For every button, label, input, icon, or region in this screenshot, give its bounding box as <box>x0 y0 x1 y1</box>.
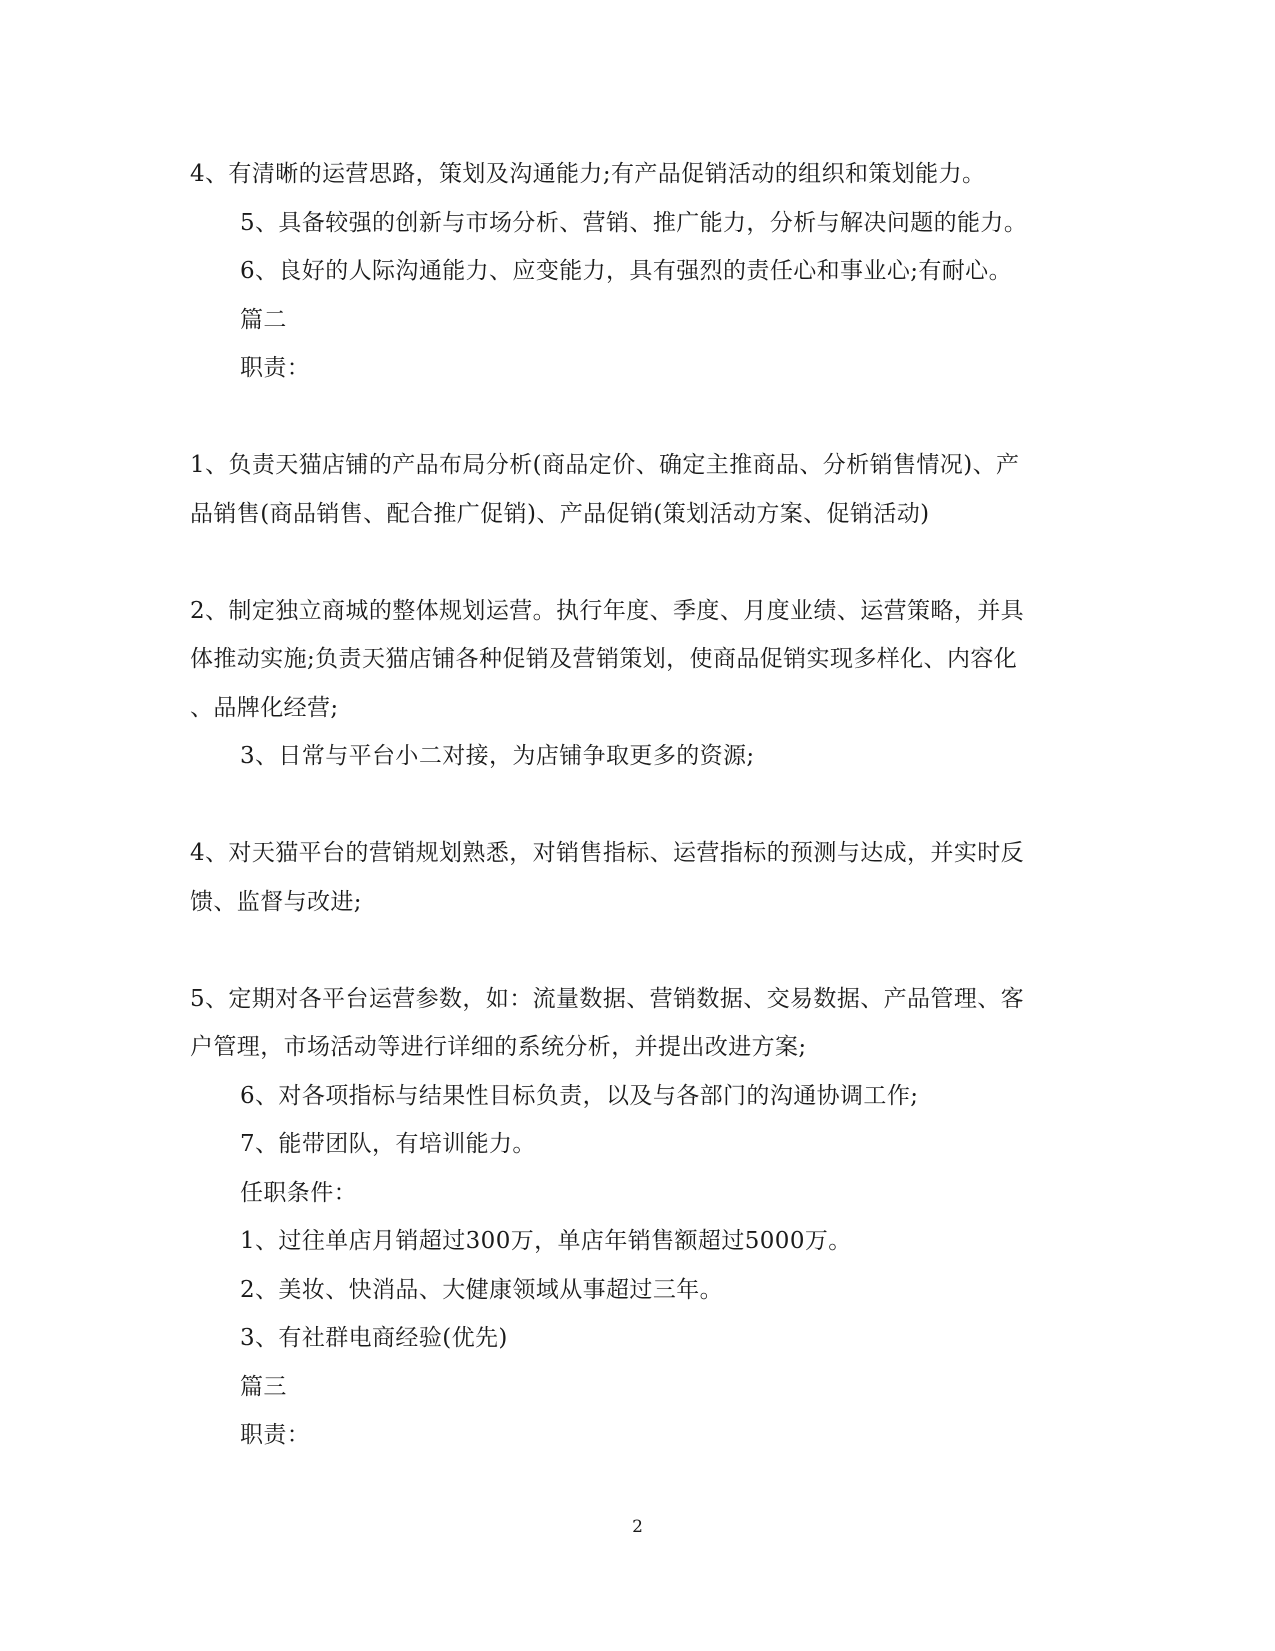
document-body <box>190 150 1070 1460</box>
paragraph-line: 3、日常与平台小二对接，为店铺争取更多的资源; <box>240 743 755 769</box>
paragraph-line: 2、美妆、快消品、大健康领域从事超过三年。 <box>240 1276 724 1303</box>
section-heading: 篇二 <box>240 306 287 333</box>
subsection-heading: 职责： <box>240 1422 311 1448</box>
paragraph-line: 1、过往单店月销超过300万，单店年销售额超过5000万。 <box>240 1228 852 1254</box>
blank-line <box>190 781 1070 830</box>
section-heading: 篇三 <box>240 1373 287 1400</box>
blank-line <box>190 393 1070 442</box>
paragraph-line: 户管理，市场活动等进行详细的系统分析，并提出改进方案; <box>190 1034 807 1060</box>
paragraph-line: 体推动实施;负责天猫店铺各种促销及营销策划，使商品促销实现多样化、内容化 <box>190 646 1018 672</box>
paragraph-line: 6、良好的人际沟通能力、应变能力，具有强烈的责任心和事业心;有耐心。 <box>240 258 1012 284</box>
paragraph-line: 1、负责天猫店铺的产品布局分析(商品定价、确定主推商品、分析销售情况)、产 <box>190 452 1020 478</box>
blank-line <box>190 926 1070 975</box>
paragraph-line: 4、有清晰的运营思路，策划及沟通能力;有产品促销活动的组织和策划能力。 <box>190 161 986 187</box>
blank-line <box>190 538 1070 587</box>
paragraph-line: 5、具备较强的创新与市场分析、营销、推广能力，分析与解决问题的能力。 <box>240 209 1028 236</box>
paragraph-line: 2、制定独立商城的整体规划运营。执行年度、季度、月度业绩、运营策略，并具 <box>190 597 1025 624</box>
paragraph-line: 6、对各项指标与结果性目标负责，以及与各部门的沟通协调工作; <box>240 1082 919 1109</box>
paragraph-line: 品销售(商品销售、配合推广促销)、产品促销(策划活动方案、促销活动) <box>190 500 930 527</box>
paragraph-line: 5、定期对各平台运营参数，如：流量数据、营销数据、交易数据、产品管理、客 <box>190 985 1025 1012</box>
paragraph-line: 4、对天猫平台的营销规划熟悉，对销售指标、运营指标的预测与达成，并实时反 <box>190 840 1025 866</box>
paragraph-line: 7、能带团队，有培训能力。 <box>240 1131 536 1157</box>
paragraph-line: 、品牌化经营; <box>190 694 339 721</box>
paragraph-line: 馈、监督与改进; <box>190 888 362 915</box>
page-number: 2 <box>632 1517 643 1537</box>
subsection-heading: 职责： <box>240 355 311 381</box>
paragraph-line: 3、有社群电商经验(优先) <box>240 1325 508 1351</box>
subsection-heading: 任职条件： <box>240 1179 357 1206</box>
